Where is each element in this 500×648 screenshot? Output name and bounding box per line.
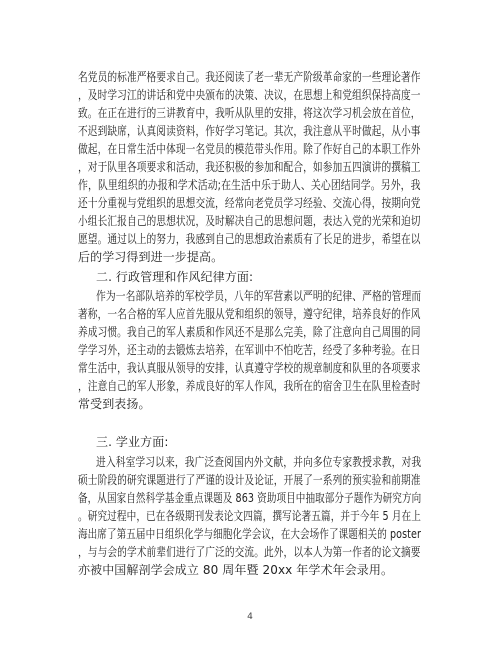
text-line: 名党员的标准严格要求自己。我还阅读了老一辈无产阶级革命家的一些理论著作 <box>78 70 421 84</box>
page-number: 4 <box>247 612 253 622</box>
text-line: 学学习外，还主动的去锻炼去培养，在军训中不怕吃苦，经受了多种考验。在日 <box>78 343 421 357</box>
text-line: 硕士阶段的研究课题进行了严谨的设计及论证，开展了一系列的预实验和前期准 <box>78 473 421 487</box>
text-line: 做起，在日常生活中体现一名党员的模范带头作用。除了作好自己的本职工作外 <box>78 142 421 156</box>
text-line: 亦被中国解剖学会成立 80 周年暨 20xx 年学术年会录用。 <box>78 563 394 577</box>
text-line: 作为一名部队培养的军校学员，八年的军营素以严明的纪律、严格的管理而 <box>96 289 422 303</box>
text-line: ，对于队里各项要求和活动，我还积极的参加和配合，如参加五四演讲的撰稿工 <box>78 160 421 174</box>
text-line: 还十分重视与党组织的思想交流，经常向老党员学习经验、交流心得，按期向党 <box>78 196 421 210</box>
text-line: 海出席了第五届中日组织化学与细胞化学会议，在大会场作了课题相关的 poster <box>78 527 421 541</box>
text-line: 进入科室学习以来，我广泛查阅国内外文献，并向多位专家教授求教，对我 <box>96 455 422 469</box>
text-line: 小组长汇报自己的思想状况，及时解决自己的思想问题，表达入党的光荣和迫切 <box>78 214 421 228</box>
text-line: 三. 学业方面: <box>96 435 169 449</box>
text-line: 备，从国家自然科学基金重点课题及 863 资助项目中抽取部分子题作为研究方向 <box>78 491 422 505</box>
text-line: 愿望。通过以上的努力，我感到自己的思想政治素质有了长足的进步，希望在以 <box>78 232 421 246</box>
text-line: ，与与会的学术前辈们进行了广泛的交流。此外，以本人为第一作者的论文摘要 <box>78 545 421 559</box>
text-line: 致。在正在进行的三讲教育中，我听从队里的安排，将这次学习机会放在首位， <box>78 106 421 120</box>
text-line: 著称，一名合格的军人应首先服从党和组织的领导，遵守纪律，培养良好的作风 <box>78 307 421 321</box>
text-line: 二. 行政管理和作风纪律方面: <box>96 270 254 284</box>
text-line: 。研究过程中，已在各级期刊发表论文四篇，撰写论著五篇，并于今年 5 月在上 <box>78 509 421 523</box>
text-line: 养成习惯。我自己的军人素质和作风还不是那么完美，除了注意向自己周围的同 <box>78 325 421 339</box>
text-line: 常受到表扬。 <box>78 397 151 411</box>
text-line: 后的学习得到进一步提高。 <box>78 250 224 264</box>
text-line: 常生活中，我认真服从领导的安排，认真遵守学校的规章制度和队里的各项要求 <box>78 361 421 375</box>
text-line: ，注意自己的军人形象，养成良好的军人作风，我所在的宿舍卫生在队里检查时 <box>78 379 421 393</box>
text-line: ，及时学习江的讲话和党中央颁布的决策、决议，在思想上和党组织保持高度一 <box>78 88 421 102</box>
text-line: 作，队里组织的办报和学术活动;在生活中乐于助人、关心团结同学。另外，我 <box>78 178 421 192</box>
text-line: 不迟到缺席，认真阅读资料，作好学习笔记。其次，我注意从平时做起，从小事 <box>78 124 421 138</box>
